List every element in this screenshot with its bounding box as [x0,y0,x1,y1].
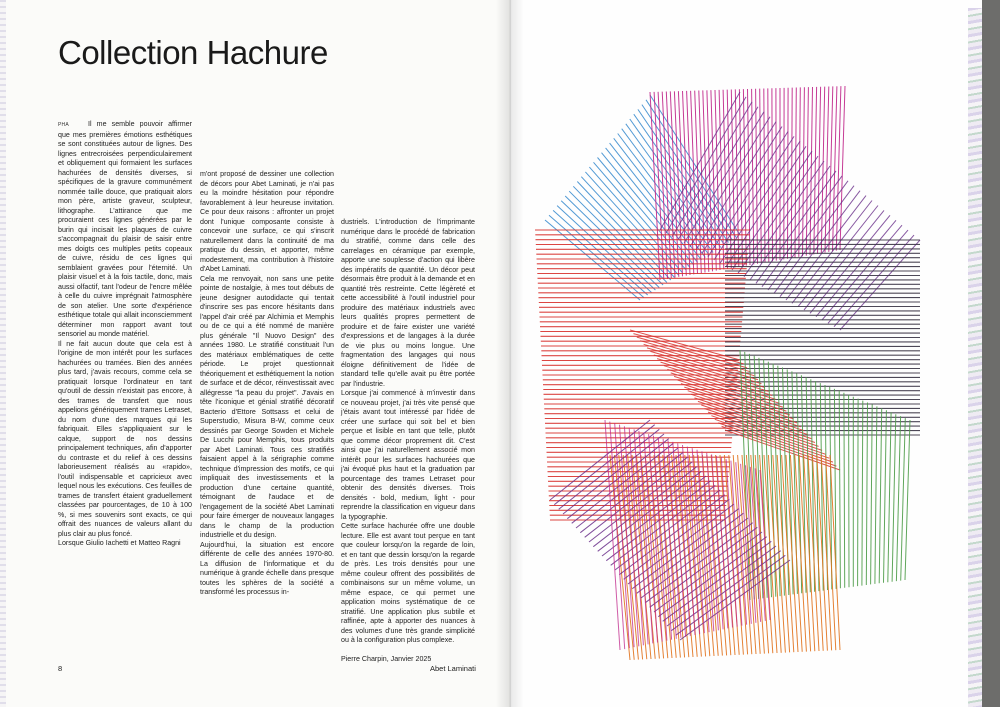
paragraph: Il ne fait aucun doute que cela est à l'origine de mon intérêt pour les surfaces hachurées ou tramées. Bien des années plus tard, j'avais recours, comme cela se pratiquait lorsque l'ordinateur en tant qu'outil de dessin n'existait pas encore, à des trames de transfert que nous appelions génériquement trames Letraset, du nom d'une des marques qui les fabriquait. Elles s'appliquaient sur le calque, support de nos dessins principalement techniques, afin d'apporter du contraste et du relief à ces dessins laborieusement réalisés au «rapido», l'outil indispensable et capricieux avec lequel nous les exécutions. Ces feuilles de trames de transfert étaient graduellement classées par pourcentages, de 10 à 100 %, si mes souvenirs sont exacts, ce qui offrait des nuances de valeurs allant du plus clair au plus foncé. [58,339,192,538]
page-number: 8 [58,664,63,673]
page-edge-stack [968,8,982,707]
author-signature: Pierre Charpin, Janvier 2025 [341,654,432,663]
hatch-magenta-panel [650,86,845,280]
paragraph: Aujourd'hui, la situation est encore différente de celle des années 1970-80. La diffusion de l'informatique et du numérique à grande échelle dans presque toutes les sphères de la société a transformé les processus in- [200,540,334,596]
paragraph [58,120,192,340]
paragraph: dustriels. L'introduction de l'imprimante numérique dans le procédé de fabrication du stratifié, comme dans celle des carrelages en céramique par exemple, apporte une souplesse d'action qui libère des impératifs de quantité. Un décor peut désormais être produit à la demande et en quantité très restreinte. Cette légèreté et cette accessibilité à l'outil industriel pour produire des matériaux industriels avec leurs qualités propres permettent de produire et de faire exister une variété d'expressions et de langages à la durée de vie plus ou moins longue. Une fragmentation des langages qui nous éloigne définitivement de l'idée de standard telle qu'elle avait pu être portée par l'industrie. [341,218,475,388]
text-column-1 [58,120,192,549]
paragraph: Cela me renvoyait, non sans une petite pointe de nostalgie, à mes tout débuts de jeune designer autodidacte qui tentait d'inscrire ses pas encore hésitants dans l'appel d'air créé par Alchimia et Memphis ou de ce qui a été nommé de manière plus générale "Il Nuovo Design" des années 1980. Le stratifié constituait l'un des matériaux emblématiques de cette période. Le projet questionnait théoriquement et esthétiquement la notion de surface et de décor, réinvestissait avec allégresse "la peau du projet". J'avais en tête l'iconique et génial stratifié décoratif Bacterio d'Ettore Sottsass et celui de Superstudio, Misura B-W, comme ceux dessinés par George Sowden et Michele De Lucchi pour Memphis, tous produits par Abet Laminati. Tous ces stratifiés faisaient appel à la sérigraphie comme technique d'impression des motifs, ce qui impliquait des investissements et la production d'une certaine quantité, témoignant de l'audace et de l'engagement de la société Abet Laminati pour faire émerger de nouveaux langages dans le champ de la production industrielle et du design. [200,274,334,539]
page-edge-stack [0,0,6,707]
paragraph-text: Il me semble pouvoir affirmer que mes premières émotions esthétiques se sont constituées autour de lignes. Des lignes entrecroisées perpendiculairement et obliquement qui formaient les surfaces hachurées de densités diverses, si spécifiques de la gravure communément nommée taille douce, que pratiquait alors mon père, artiste graveur, sculpteur, lithographe. L'attirance que me procuraient ces lignes générées par le burin qui incisait les plaques de cuivre s'accompagnait du plaisir de saisir entre mes doigts ces multiples petits copeaux de cuivre, résidu de ces lignes qui semblaient gravées pour l'éternité. Un plaisir visuel et à la fois tactile, donc, mais aussi olfactif, tant l'odeur de l'encre mêlée à celle du cuivre imprégnait l'atmosphère de son atelier. Une sorte d'expérience esthétique totale qui allait inconsciemment déterminer mon rapport avant tout sensoriel au monde matériel. [58,120,192,338]
section-marker: PHA [58,122,69,128]
paragraph: Lorsque j'ai commencé à m'investir dans ce nouveau projet, j'ai très vite pensé que j'étais avant tout intéressé par l'idée de créer une surface qui soit bel et bien perçue et lisible en tant que telle, plutôt que comme décor proprement dit. C'est ainsi que j'ai naturellement associé mon intérêt pour les surfaces hachurées que j'ai évoqué plus haut et la graduation par pourcentage des trames Letraset pour obtenir des densités diverses. Trois densités - bold, medium, light - pour reprendre la classification en vigueur dans la typographie. [341,389,475,521]
hachure-artwork [510,0,970,707]
paragraph: Cette surface hachurée offre une double lecture. Elle est avant tout perçue en tant que couleur lorsqu'on la regarde de loin, et en tant que dessin lorsqu'on la regarde de près. Les trois densités pour une même couleur offrent des possibilités de combinaisons sur un même volume, un même espace, ce qui permet une application moins systématique de ce stratifié. Une application plus subtile et raffinée, apte à apporter des nuances à des volumes d'une très grande simplicité ou à la configuration plus complexe. [341,522,475,644]
hatch-dark-panel [725,240,920,435]
text-column-3 [341,218,475,664]
paragraph: m'ont proposé de dessiner une collection de décors pour Abet Laminati, je n'ai pas eu la moindre hésitation pour répondre favorablement à leur heureuse invitation. Ce pour deux raisons : affronter un projet dont l'unique composante consiste à concevoir une surface, ce qui s'inscrit naturellement dans la continuité de ma pratique du dessin, et apporter, même modestement, ma contribution à l'histoire d'Abet Laminati. [200,170,334,273]
footer-brand: Abet Laminati [430,664,476,673]
page-title: Collection Hachure [58,34,328,71]
paragraph: Lorsque Giulio Iachetti et Matteo Ragni [58,539,181,547]
text-column-2 [200,170,334,598]
